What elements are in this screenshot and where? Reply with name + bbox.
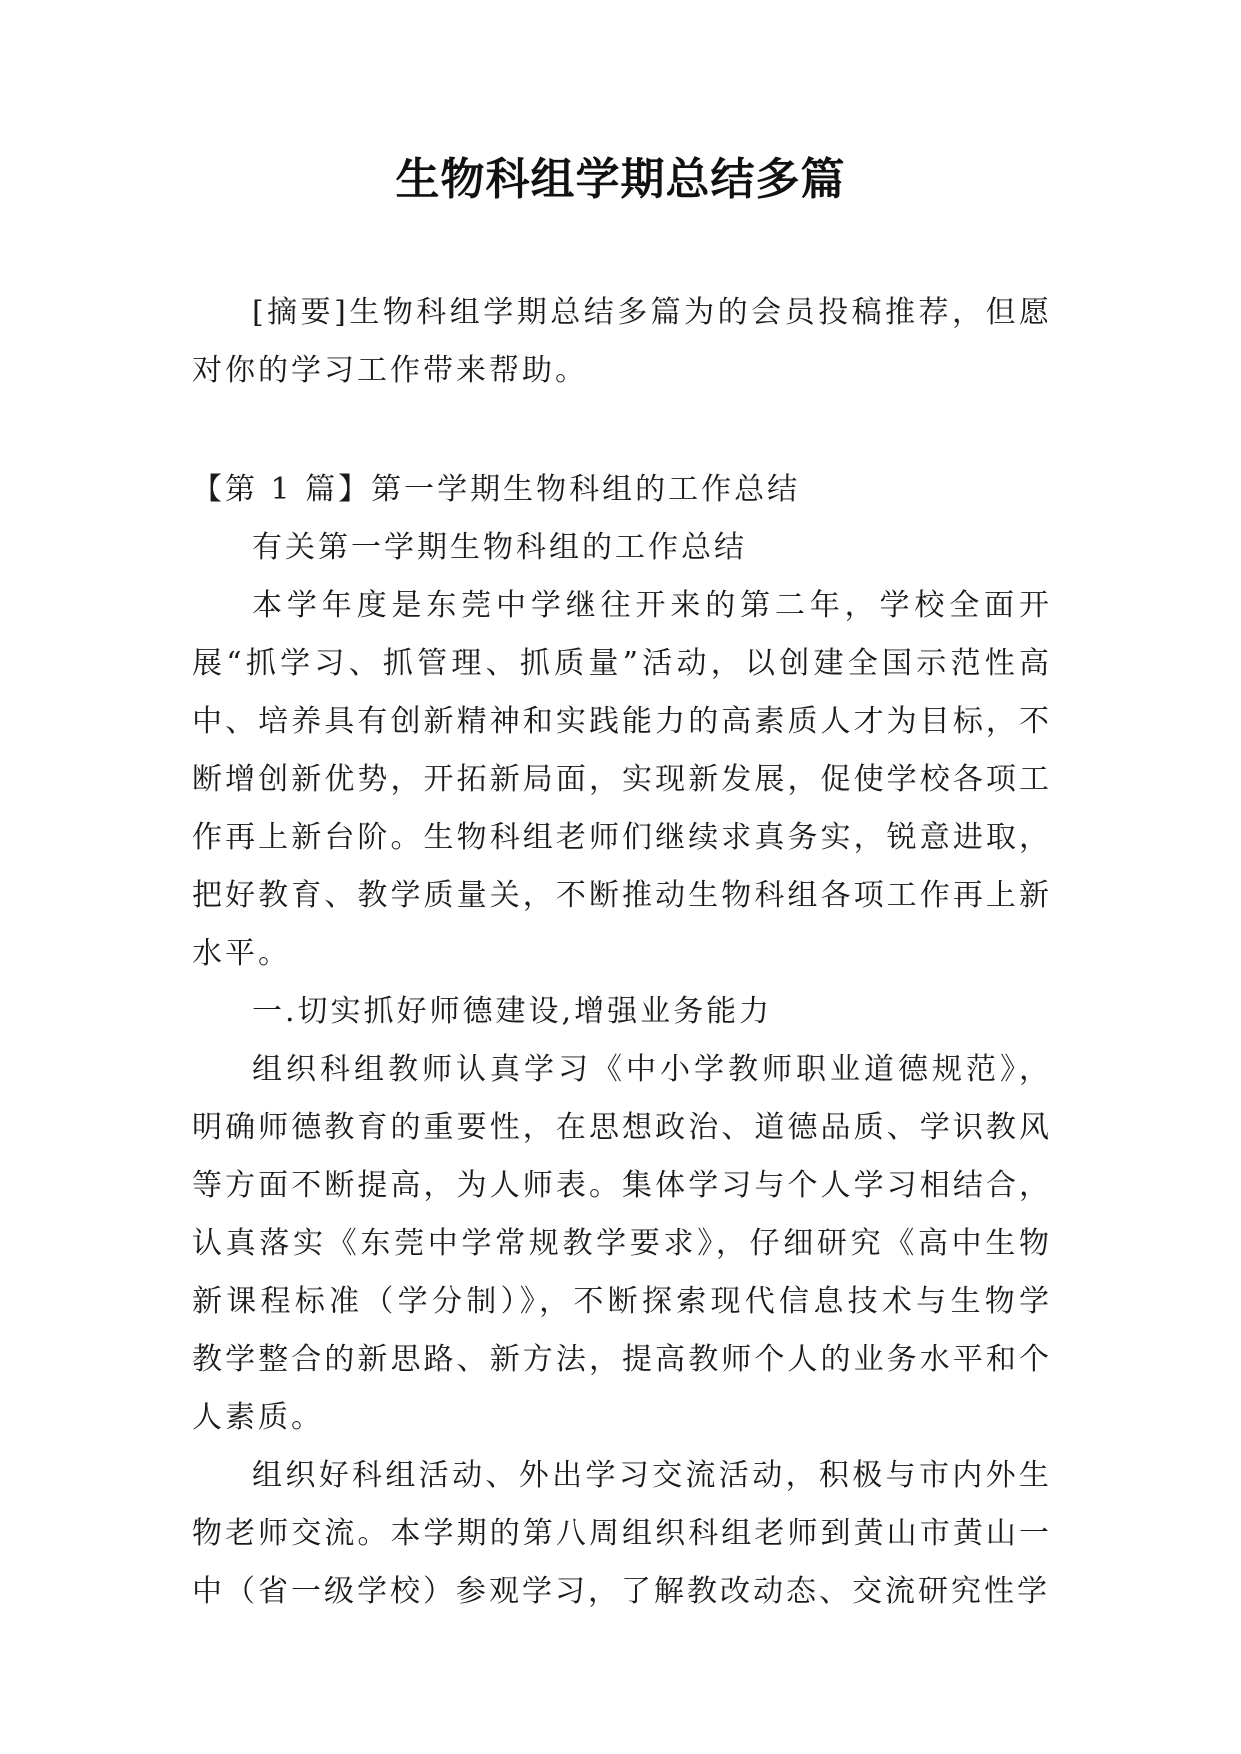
section-heading: 【第 1 篇】第一学期生物科组的工作总结 [192,472,801,507]
article-body [192,461,1052,1621]
abstract-block [192,284,1052,400]
body-paragraph: 本学年度是东莞中学继往开来的第二年，学校全面开展“抓学习、抓管理、抓质量”活动，以创建全国示范性高中、培养具有创新精神和实践能力的高素质人才为目标，不断增创新优势，开拓新局面，实现新发展，促使学校各项工作再上新台阶。生物科组老师们继续求真务实，锐意进取，把好教育、教学质量关，不断推动生物科组各项工作再上新水平。 [192,588,1052,971]
body-paragraph: 组织好科组活动、外出学习交流活动，积极与市内外生物老师交流。本学期的第八周组织科组老师到黄山市黄山一中（省一级学校）参观学习，了解教改动态、交流研究性学 [192,1458,1052,1609]
document-title: 生物科组学期总结多篇 [395,154,846,205]
body-paragraph: 组织科组教师认真学习《中小学教师职业道德规范》，明确师德教育的重要性，在思想政治、道德品质、学识教风等方面不断提高，为人师表。集体学习与个人学习相结合，认真落实《东莞中学常规教学要求》，仔细研究《高中生物新课程标准（学分制）》，不断探索现代信息技术与生物学教学整合的新思路、新方法，提高教师个人的业务水平和个人素质。 [192,1052,1052,1435]
section-subtitle: 有关第一学期生物科组的工作总结 [252,530,747,565]
abstract-paragraph: [摘要]生物科组学期总结多篇为的会员投稿推荐，但愿对你的学习工作带来帮助。 [192,295,1052,388]
subsection-heading: 一.切实抓好师德建设,增强业务能力 [252,994,773,1029]
